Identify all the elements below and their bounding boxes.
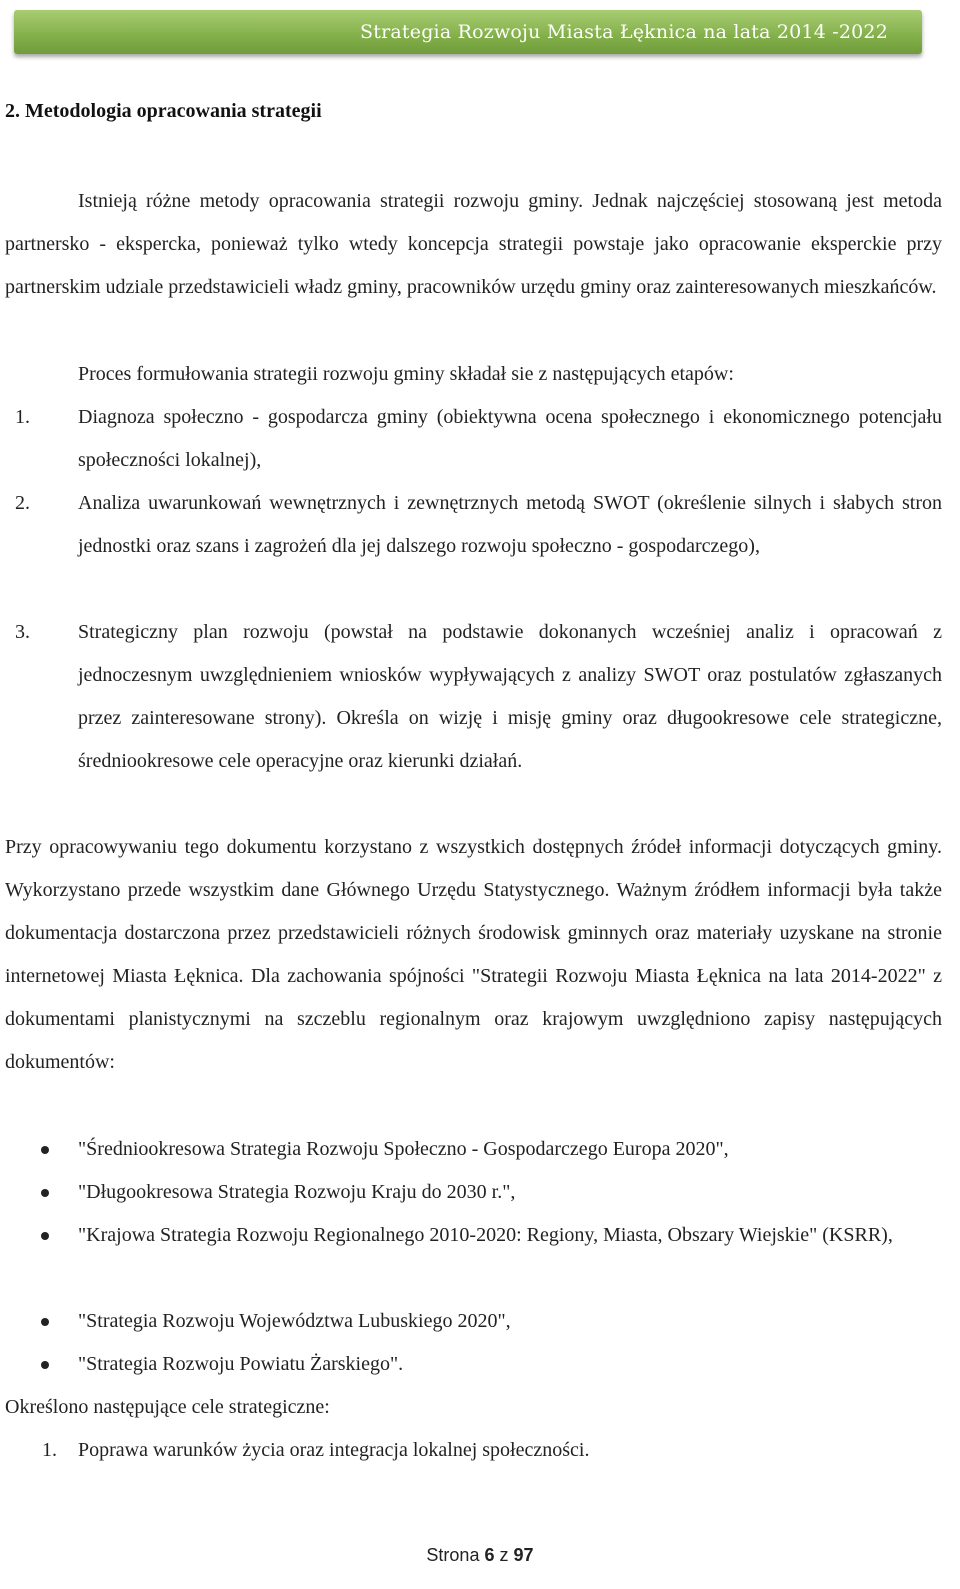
stage-item: [5, 482, 942, 568]
intro-paragraph: Istnieją różne metody opracowania strategii rozwoju gminy. Jednak najczęściej stosowaną jest metoda partnersko - ekspercka, ponieważ tylko wtedy koncepcja strategii powstaje jako opracowanie eksperckie przy partnerskim udziale przedstawicieli władz gminy, pracowników urzędu gminy oraz zainteresowanych mieszkańców.: [5, 190, 942, 298]
bullet-icon: [41, 1318, 49, 1326]
goal-text: Poprawa warunków życia oraz integracja lokalnej społeczności.: [78, 1439, 590, 1461]
stage-number: 2.: [15, 492, 30, 514]
document-list-item: [5, 1343, 942, 1386]
bullet-icon: [41, 1146, 49, 1154]
document-list-item: [5, 1171, 942, 1214]
stage-text: Analiza uwarunkowań wewnętrznych i zewnętrznych metodą SWOT (określenie silnych i słabych stron jednostki oraz szans i zagrożeń dla jej dalszego rozwoju społeczno - gospodarczego),: [78, 492, 942, 557]
goals-intro: Określono następujące cele strategiczne:: [5, 1396, 330, 1418]
document-list-item: [5, 1128, 942, 1171]
document-title: Strategia Rozwoju Miasta Łęknica na lata 2014 -2022: [360, 21, 888, 43]
goal-number: 1.: [42, 1439, 57, 1461]
stage-text: Diagnoza społeczno - gospodarcza gminy (obiektywna ocena społecznego i ekonomicznego potencjału społeczności lokalnej),: [78, 406, 942, 471]
bullet-icon: [41, 1361, 49, 1369]
footer-prefix: Strona: [426, 1545, 480, 1565]
bullet-icon: [41, 1189, 49, 1197]
goal-item: [5, 1429, 942, 1472]
document-list-text: "Średniookresowa Strategia Rozwoju Społeczno - Gospodarczego Europa 2020",: [78, 1138, 729, 1160]
document-list-text: "Krajowa Strategia Rozwoju Regionalnego 2010-2020: Regiony, Miasta, Obszary Wiejskie" (KSRR),: [78, 1224, 893, 1246]
document-header-banner: [14, 10, 922, 54]
footer-total-pages: 97: [513, 1545, 534, 1565]
document-list-item: [5, 1300, 942, 1343]
stage-number: 3.: [15, 621, 30, 643]
stage-item: [5, 396, 942, 482]
footer-separator: z: [499, 1545, 509, 1565]
process-paragraph: Proces formułowania strategii rozwoju gminy składał sie z następujących etapów:: [78, 363, 734, 385]
section-heading: 2. Metodologia opracowania strategii: [5, 100, 322, 122]
document-list-text: "Długookresowa Strategia Rozwoju Kraju do 2030 r.",: [78, 1181, 516, 1203]
footer-page-number: 6: [484, 1545, 495, 1565]
bullet-icon: [41, 1232, 49, 1240]
stage-item: [5, 611, 942, 783]
sources-paragraph: Przy opracowywaniu tego dokumentu korzystano z wszystkich dostępnych źródeł informacji dotyczących gminy. Wykorzystano przede wszystkim dane Głównego Urzędu Statystycznego. Ważnym źródłem informacji była także dokumentacja dostarczona przez przedstawicieli różnych środowisk gminnych oraz materiały uzyskane na stronie internetowej Miasta Łęknica. Dla zachowania spójności "Strategii Rozwoju Miasta Łęknica na lata 2014-2022" z dokumentami planistycznymi na szczeblu regionalnym oraz krajowym uwzględniono zapisy następujących dokumentów:: [5, 836, 942, 1073]
page-footer: [0, 1545, 960, 1566]
stage-text: Strategiczny plan rozwoju (powstał na podstawie dokonanych wcześniej analiz i opracowań z jednoczesnym uwzględnieniem wniosków wypływających z analizy SWOT oraz postulatów zgłaszanych przez zainteresowane strony). Określa on wizję i misję gminy oraz długookresowe cele strategiczne, średniookresowe cele operacyjne oraz kierunki działań.: [78, 621, 942, 772]
document-list-text: "Strategia Rozwoju Województwa Lubuskiego 2020",: [78, 1310, 511, 1332]
stage-number: 1.: [15, 406, 30, 428]
document-list-item: [5, 1214, 942, 1257]
document-list-text: "Strategia Rozwoju Powiatu Żarskiego".: [78, 1353, 404, 1375]
